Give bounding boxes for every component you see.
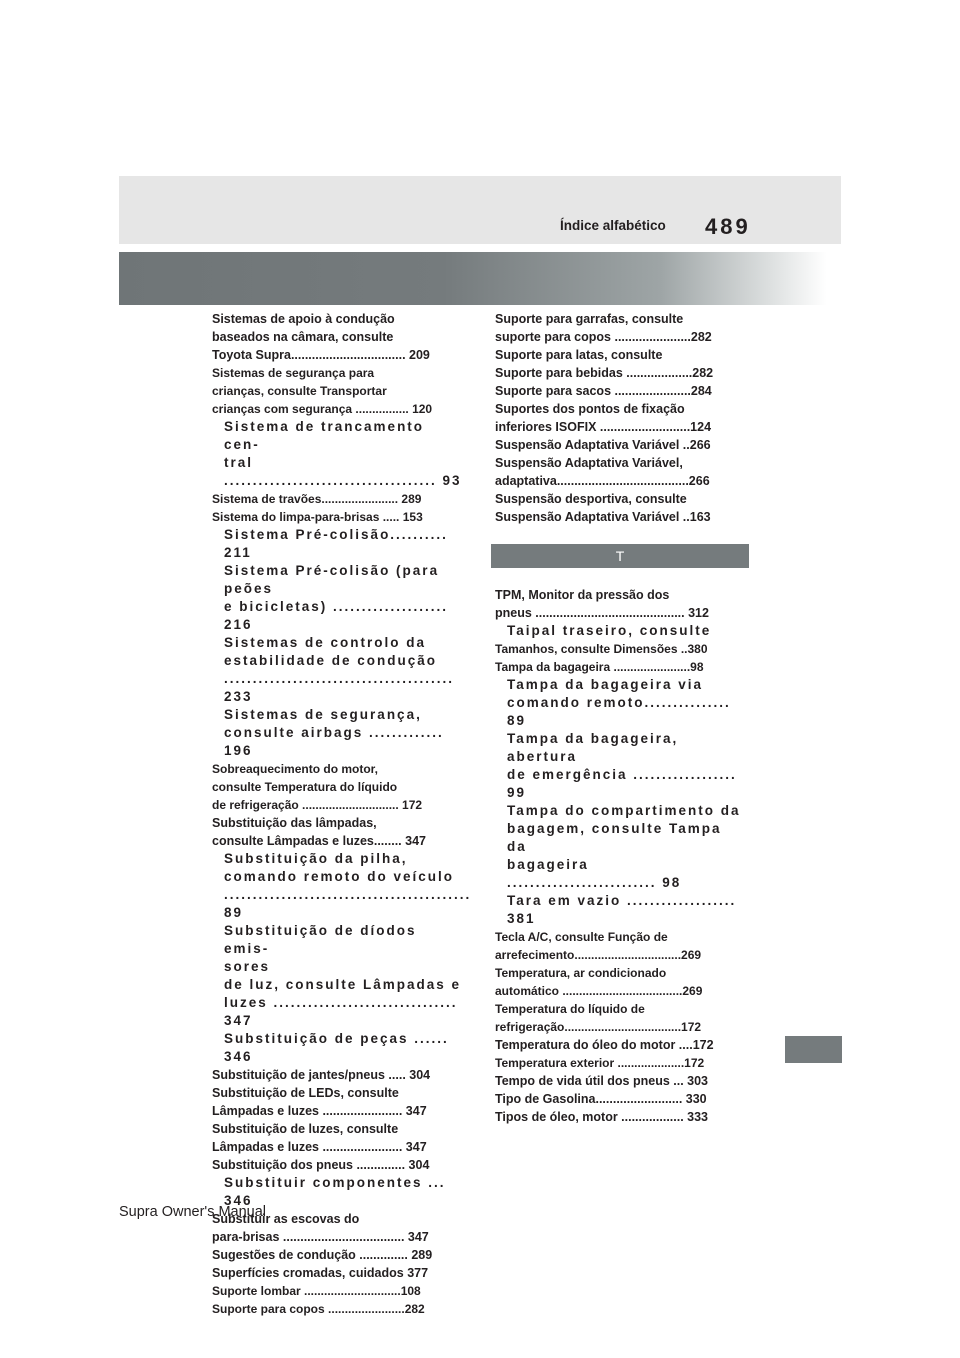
- index-column-left: [210, 310, 472, 1318]
- index-entry: Tara em vazio ................... 381: [507, 893, 737, 926]
- index-entry: Superfícies cromadas, cuidados 377: [212, 1266, 429, 1280]
- index-column-right: [493, 310, 743, 1126]
- index-entry: Sistemas de apoio à condução baseados na câmara, consulte Toyota Supra................................. 209: [212, 312, 430, 362]
- index-entry: Tampa da bagageira via comando remoto............... 89: [507, 677, 731, 728]
- index-entry: Suporte para copos .......................282: [212, 1302, 425, 1316]
- index-entry: Suportes dos pontos de fixação inferiores ISOFIX ..........................124: [495, 402, 712, 434]
- index-entry: Temperatura do óleo do motor ....172: [495, 1038, 714, 1052]
- footer-manual-title: Supra Owner's Manual: [119, 1204, 267, 1220]
- index-entry: Suporte lombar .............................108: [212, 1284, 421, 1298]
- index-entry: Suspensão Adaptativa Variável, adaptativa......................................266: [495, 456, 710, 488]
- index-entry: Substituição de díodos emis- sores de luz, consulte Lâmpadas e luzes ................................ 347: [224, 923, 462, 1028]
- index-entry: Sugestões de condução .............. 289: [212, 1248, 433, 1262]
- index-entry: Tipos de óleo, motor .................. 333: [495, 1110, 709, 1124]
- index-entry: Tamanhos, consulte Dimensões ..380: [495, 642, 708, 656]
- index-entry: Substituir componentes ... 346: [224, 1175, 446, 1208]
- index-entry: Suspensão desportiva, consulte Suspensão Adaptativa Variável ..163: [495, 492, 711, 524]
- index-entry: Substituição dos pneus .............. 304: [212, 1158, 430, 1172]
- index-entry: Suspensão Adaptativa Variável ..266: [495, 438, 711, 452]
- index-entry: Sistema de trancamento cen- tral ..................................... 93: [224, 419, 462, 488]
- index-entry: Sistemas de segurança para crianças, consulte Transportar crianças com segurança ................ 120: [212, 366, 433, 416]
- index-group-s-continued: [493, 310, 743, 526]
- header-gradient-bar: [119, 252, 841, 305]
- index-group-t: [493, 586, 743, 1126]
- index-entry: Sobreaquecimento do motor, consulte Temperatura do líquido de refrigeração ............................. 172: [212, 762, 423, 812]
- page-number: 489: [705, 214, 751, 239]
- index-entry: Substituição de LEDs, consulte Lâmpadas e luzes ....................... 347: [212, 1086, 427, 1118]
- index-entry: Tampa da bagageira .......................98: [495, 660, 704, 674]
- index-entry: Taipal traseiro, consulte: [507, 623, 712, 638]
- index-entry: Suporte para sacos ......................284: [495, 384, 712, 398]
- index-entry: Tecla A/C, consulte Função de arrefecimento................................269: [495, 930, 702, 962]
- index-entry: Suporte para garrafas, consulte suporte para copos ......................282: [495, 312, 712, 344]
- index-entry: Sistema de travões....................... 289: [212, 492, 422, 506]
- index-entry: Sistema Pré-colisão (para peões e bicicletas) .................... 216: [224, 563, 449, 632]
- chapter-side-tab: [785, 1036, 842, 1063]
- index-entry: TPM, Monitor da pressão dos pneus ........................................... 312: [495, 588, 709, 620]
- index-entry: Sistemas de segurança, consulte airbags ............. 196: [224, 707, 444, 758]
- index-entry: Sistema Pré-colisão.......... 211: [224, 527, 448, 560]
- index-entry: Substituição da pilha, comando remoto do veículo ........................................... 89: [224, 851, 472, 920]
- index-entry: Substituição das lâmpadas, consulte Lâmpadas e luzes........ 347: [212, 816, 426, 848]
- index-entry: Sistema do limpa-para-brisas ..... 153: [212, 510, 423, 524]
- index-entry: Tampa da bagageira, abertura de emergência .................. 99: [507, 731, 737, 800]
- index-entry: Temperatura, ar condicionado automático ....................................269: [495, 966, 703, 998]
- index-entry: Tampa do compartimento da bagagem, consulte Tampa da bagageira .......................... 98: [507, 803, 741, 890]
- index-entry: Substituir as escovas do para-brisas ................................... 347: [212, 1212, 429, 1244]
- index-entry: Temperatura do líquido de refrigeração...................................172: [495, 1002, 702, 1034]
- section-heading-t: T: [491, 544, 749, 568]
- index-entry: Temperatura exterior ....................172: [495, 1056, 705, 1070]
- index-entry: Tipo de Gasolina......................... 330: [495, 1092, 707, 1106]
- index-entry: Substituição de jantes/pneus ..... 304: [212, 1068, 431, 1082]
- index-entry: Suporte para latas, consulte Suporte para bebidas ...................282: [495, 348, 714, 380]
- index-entry: Substituição de peças ...... 346: [224, 1031, 449, 1064]
- section-title: Índice alfabético: [560, 218, 666, 233]
- index-entry: Sistemas de controlo da estabilidade de condução ........................................ 233: [224, 635, 455, 704]
- index-entry: Substituição de luzes, consulte Lâmpadas e luzes ....................... 347: [212, 1122, 427, 1154]
- index-entry: Tempo de vida útil dos pneus ... 303: [495, 1074, 709, 1088]
